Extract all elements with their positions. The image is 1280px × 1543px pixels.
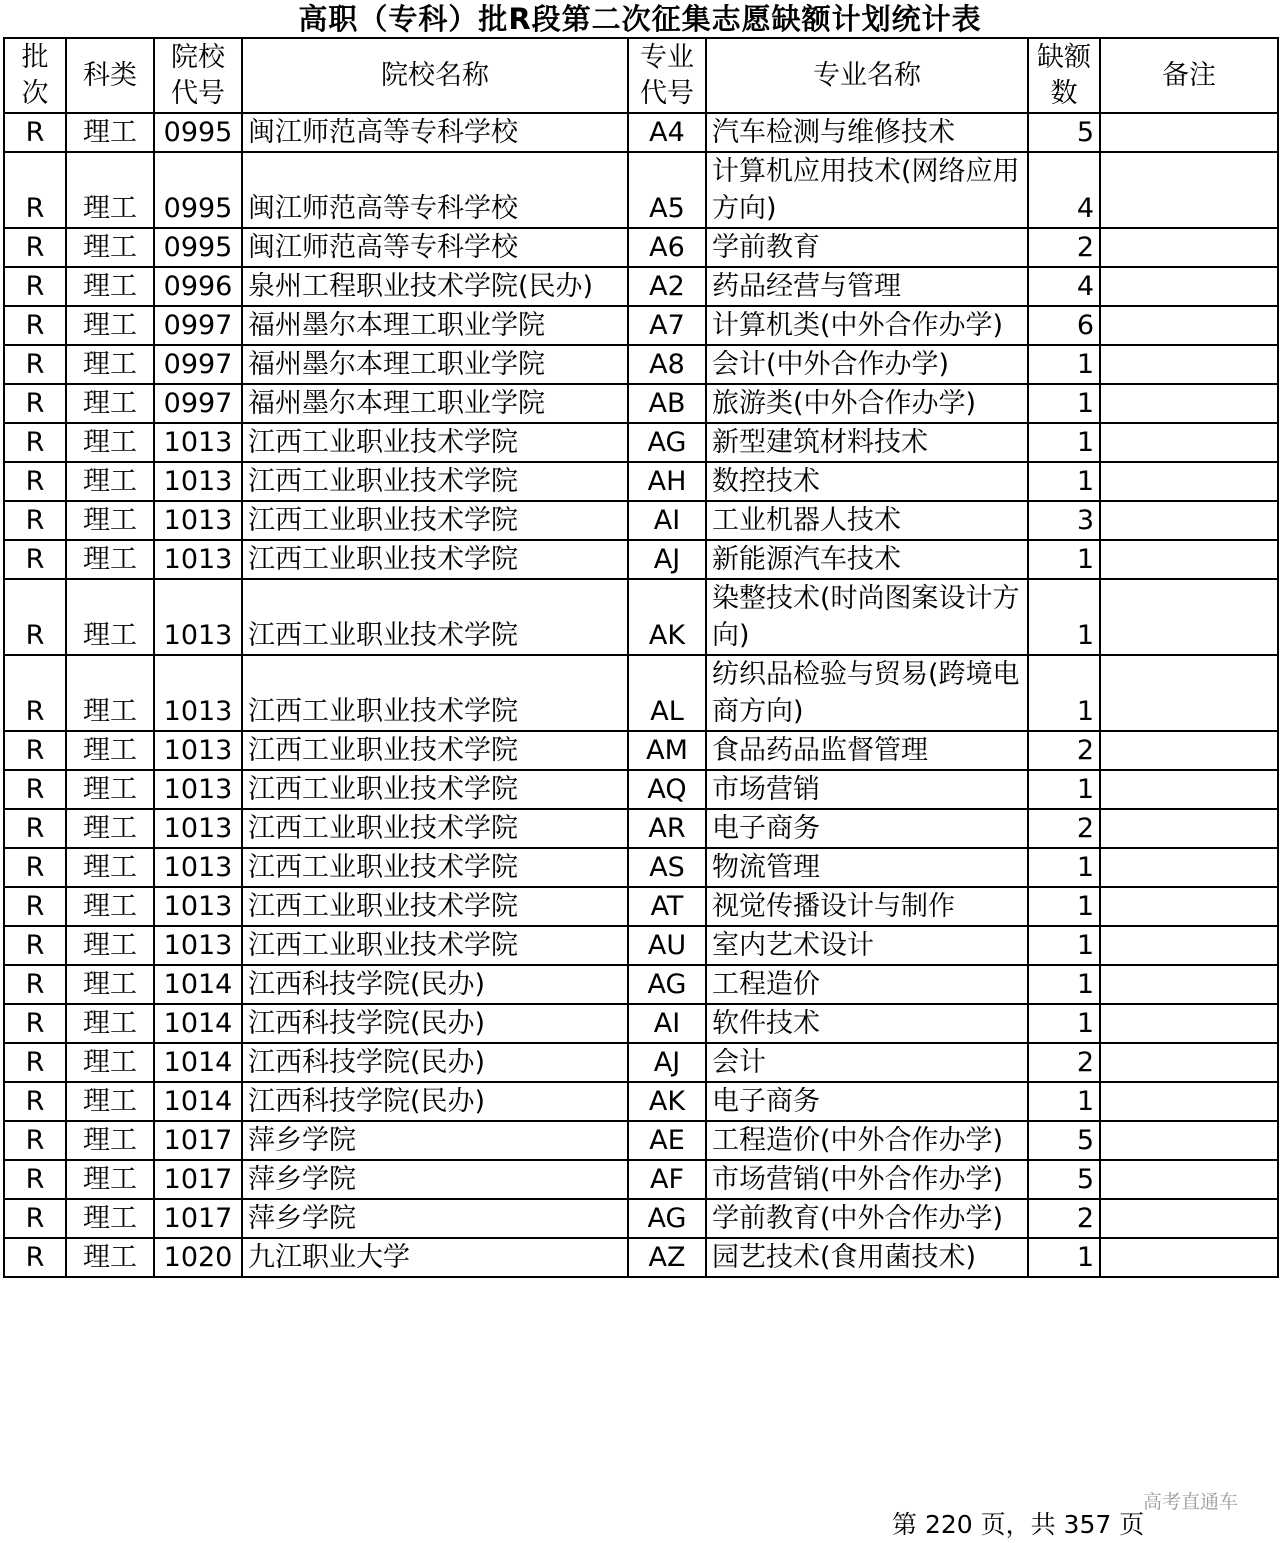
cell-school-name: 江西工业职业技术学院 <box>242 423 628 462</box>
cell-school-code: 1013 <box>154 887 242 926</box>
table-row <box>4 1043 1278 1082</box>
cell-school-name: 江西工业职业技术学院 <box>242 848 628 887</box>
cell-school-code: 1020 <box>154 1238 242 1277</box>
cell-major-code: AG <box>628 1199 706 1238</box>
cell-category: 理工 <box>66 228 154 267</box>
table-row <box>4 1238 1278 1277</box>
cell-category: 理工 <box>66 1043 154 1082</box>
cell-vacancy: 3 <box>1028 501 1100 540</box>
cell-major-name: 染整技术(时尚图案设计方向) <box>706 579 1028 655</box>
table-row <box>4 501 1278 540</box>
cell-school-code: 1013 <box>154 655 242 731</box>
table-row <box>4 152 1278 228</box>
vacancy-table <box>3 37 1279 1278</box>
cell-school-code: 0995 <box>154 152 242 228</box>
cell-remark <box>1100 731 1278 770</box>
table-row <box>4 540 1278 579</box>
cell-vacancy: 6 <box>1028 306 1100 345</box>
col-header-vacancy: 缺额数 <box>1028 38 1100 113</box>
cell-vacancy: 5 <box>1028 1160 1100 1199</box>
cell-school-name: 闽江师范高等专科学校 <box>242 152 628 228</box>
cell-remark <box>1100 345 1278 384</box>
cell-category: 理工 <box>66 1082 154 1121</box>
cell-school-name: 江西科技学院(民办) <box>242 1043 628 1082</box>
cell-school-code: 0997 <box>154 345 242 384</box>
cell-batch: R <box>4 267 66 306</box>
cell-major-name: 市场营销 <box>706 770 1028 809</box>
page-title: 高职（专科）批R段第二次征集志愿缺额计划统计表 <box>298 2 982 36</box>
cell-school-name: 江西科技学院(民办) <box>242 1082 628 1121</box>
cell-vacancy: 2 <box>1028 228 1100 267</box>
cell-school-name: 江西工业职业技术学院 <box>242 887 628 926</box>
cell-major-name: 计算机类(中外合作办学) <box>706 306 1028 345</box>
cell-batch: R <box>4 809 66 848</box>
col-header-school-code: 院校代号 <box>154 38 242 113</box>
cell-major-name: 新能源汽车技术 <box>706 540 1028 579</box>
cell-batch: R <box>4 1004 66 1043</box>
cell-remark <box>1100 540 1278 579</box>
cell-category: 理工 <box>66 462 154 501</box>
cell-remark <box>1100 887 1278 926</box>
cell-remark <box>1100 462 1278 501</box>
table-row <box>4 384 1278 423</box>
cell-category: 理工 <box>66 152 154 228</box>
cell-school-name: 江西科技学院(民办) <box>242 1004 628 1043</box>
cell-school-name: 闽江师范高等专科学校 <box>242 228 628 267</box>
cell-remark <box>1100 306 1278 345</box>
cell-batch: R <box>4 384 66 423</box>
cell-batch: R <box>4 1238 66 1277</box>
table-row <box>4 345 1278 384</box>
cell-school-name: 江西工业职业技术学院 <box>242 655 628 731</box>
cell-major-name: 工程造价(中外合作办学) <box>706 1121 1028 1160</box>
cell-major-name: 电子商务 <box>706 809 1028 848</box>
cell-school-code: 1014 <box>154 1043 242 1082</box>
cell-remark <box>1100 926 1278 965</box>
cell-batch: R <box>4 848 66 887</box>
cell-major-code: AB <box>628 384 706 423</box>
cell-vacancy: 1 <box>1028 1082 1100 1121</box>
cell-school-code: 0996 <box>154 267 242 306</box>
cell-vacancy: 2 <box>1028 1199 1100 1238</box>
cell-remark <box>1100 423 1278 462</box>
cell-batch: R <box>4 655 66 731</box>
cell-school-code: 1013 <box>154 848 242 887</box>
table-row <box>4 926 1278 965</box>
cell-batch: R <box>4 1043 66 1082</box>
cell-major-code: AL <box>628 655 706 731</box>
cell-school-code: 1017 <box>154 1160 242 1199</box>
cell-remark <box>1100 267 1278 306</box>
cell-school-name: 江西工业职业技术学院 <box>242 731 628 770</box>
cell-vacancy: 1 <box>1028 887 1100 926</box>
cell-batch: R <box>4 423 66 462</box>
cell-school-name: 江西工业职业技术学院 <box>242 770 628 809</box>
cell-school-name: 萍乡学院 <box>242 1160 628 1199</box>
cell-school-name: 萍乡学院 <box>242 1199 628 1238</box>
cell-major-name: 数控技术 <box>706 462 1028 501</box>
cell-school-code: 1013 <box>154 770 242 809</box>
table-row <box>4 462 1278 501</box>
cell-batch: R <box>4 152 66 228</box>
cell-batch: R <box>4 306 66 345</box>
cell-major-code: AG <box>628 965 706 1004</box>
cell-category: 理工 <box>66 540 154 579</box>
cell-remark <box>1100 113 1278 152</box>
cell-major-name: 新型建筑材料技术 <box>706 423 1028 462</box>
cell-major-code: AI <box>628 1004 706 1043</box>
cell-remark <box>1100 848 1278 887</box>
cell-vacancy: 5 <box>1028 113 1100 152</box>
cell-batch: R <box>4 965 66 1004</box>
cell-major-code: A2 <box>628 267 706 306</box>
cell-vacancy: 5 <box>1028 1121 1100 1160</box>
cell-remark <box>1100 384 1278 423</box>
cell-category: 理工 <box>66 887 154 926</box>
cell-major-code: A6 <box>628 228 706 267</box>
cell-school-code: 1013 <box>154 540 242 579</box>
header-row <box>4 38 1278 113</box>
cell-category: 理工 <box>66 423 154 462</box>
cell-major-code: AS <box>628 848 706 887</box>
cell-remark <box>1100 965 1278 1004</box>
cell-major-code: AQ <box>628 770 706 809</box>
table-row <box>4 965 1278 1004</box>
cell-batch: R <box>4 887 66 926</box>
cell-batch: R <box>4 1121 66 1160</box>
table-row <box>4 809 1278 848</box>
cell-major-code: AE <box>628 1121 706 1160</box>
cell-remark <box>1100 579 1278 655</box>
cell-major-code: AF <box>628 1160 706 1199</box>
cell-school-name: 江西工业职业技术学院 <box>242 926 628 965</box>
cell-category: 理工 <box>66 1004 154 1043</box>
cell-category: 理工 <box>66 579 154 655</box>
table-row <box>4 579 1278 655</box>
table-row <box>4 1199 1278 1238</box>
table-row <box>4 228 1278 267</box>
cell-major-name: 计算机应用技术(网络应用方向) <box>706 152 1028 228</box>
cell-category: 理工 <box>66 1121 154 1160</box>
cell-vacancy: 1 <box>1028 848 1100 887</box>
cell-major-name: 纺织品检验与贸易(跨境电商方向) <box>706 655 1028 731</box>
cell-vacancy: 4 <box>1028 267 1100 306</box>
cell-batch: R <box>4 113 66 152</box>
cell-major-code: AJ <box>628 540 706 579</box>
cell-major-name: 软件技术 <box>706 1004 1028 1043</box>
cell-major-name: 电子商务 <box>706 1082 1028 1121</box>
cell-vacancy: 2 <box>1028 1043 1100 1082</box>
cell-vacancy: 1 <box>1028 579 1100 655</box>
cell-category: 理工 <box>66 655 154 731</box>
cell-remark <box>1100 501 1278 540</box>
cell-category: 理工 <box>66 306 154 345</box>
cell-major-name: 工程造价 <box>706 965 1028 1004</box>
cell-major-code: A7 <box>628 306 706 345</box>
cell-major-name: 汽车检测与维修技术 <box>706 113 1028 152</box>
cell-school-code: 1013 <box>154 423 242 462</box>
cell-batch: R <box>4 345 66 384</box>
cell-batch: R <box>4 501 66 540</box>
cell-vacancy: 1 <box>1028 345 1100 384</box>
cell-school-name: 江西工业职业技术学院 <box>242 540 628 579</box>
cell-category: 理工 <box>66 926 154 965</box>
col-header-major-name: 专业名称 <box>706 38 1028 113</box>
cell-vacancy: 1 <box>1028 423 1100 462</box>
cell-major-code: AJ <box>628 1043 706 1082</box>
cell-school-name: 萍乡学院 <box>242 1121 628 1160</box>
cell-batch: R <box>4 462 66 501</box>
cell-school-code: 0997 <box>154 306 242 345</box>
cell-school-code: 1013 <box>154 926 242 965</box>
table-row <box>4 1004 1278 1043</box>
watermark: 高考直通车 <box>1143 1491 1239 1513</box>
cell-school-code: 1014 <box>154 1004 242 1043</box>
table-row <box>4 887 1278 926</box>
cell-school-name: 江西科技学院(民办) <box>242 965 628 1004</box>
cell-major-name: 物流管理 <box>706 848 1028 887</box>
cell-category: 理工 <box>66 809 154 848</box>
cell-category: 理工 <box>66 267 154 306</box>
cell-major-code: A5 <box>628 152 706 228</box>
cell-school-name: 福州墨尔本理工职业学院 <box>242 345 628 384</box>
cell-vacancy: 1 <box>1028 1238 1100 1277</box>
cell-batch: R <box>4 228 66 267</box>
table-row <box>4 1160 1278 1199</box>
cell-category: 理工 <box>66 501 154 540</box>
cell-vacancy: 2 <box>1028 731 1100 770</box>
cell-batch: R <box>4 1199 66 1238</box>
cell-remark <box>1100 770 1278 809</box>
cell-vacancy: 1 <box>1028 384 1100 423</box>
cell-category: 理工 <box>66 113 154 152</box>
cell-category: 理工 <box>66 1238 154 1277</box>
table-row <box>4 848 1278 887</box>
cell-major-name: 学前教育 <box>706 228 1028 267</box>
cell-major-name: 工业机器人技术 <box>706 501 1028 540</box>
cell-school-code: 0995 <box>154 228 242 267</box>
col-header-remark: 备注 <box>1100 38 1278 113</box>
cell-remark <box>1100 809 1278 848</box>
table-row <box>4 770 1278 809</box>
cell-school-name: 江西工业职业技术学院 <box>242 809 628 848</box>
cell-school-code: 1013 <box>154 462 242 501</box>
cell-school-code: 1013 <box>154 501 242 540</box>
cell-school-code: 1013 <box>154 809 242 848</box>
cell-major-code: AU <box>628 926 706 965</box>
cell-vacancy: 1 <box>1028 540 1100 579</box>
cell-category: 理工 <box>66 1199 154 1238</box>
cell-category: 理工 <box>66 731 154 770</box>
cell-major-code: AK <box>628 1082 706 1121</box>
cell-school-code: 0995 <box>154 113 242 152</box>
cell-major-name: 食品药品监督管理 <box>706 731 1028 770</box>
cell-batch: R <box>4 926 66 965</box>
cell-major-name: 旅游类(中外合作办学) <box>706 384 1028 423</box>
cell-vacancy: 4 <box>1028 152 1100 228</box>
cell-category: 理工 <box>66 848 154 887</box>
table-row <box>4 113 1278 152</box>
page-footer: 第 220 页，共 357 页 <box>892 1510 1145 1539</box>
cell-school-name: 江西工业职业技术学院 <box>242 579 628 655</box>
cell-major-name: 会计 <box>706 1043 1028 1082</box>
cell-school-name: 福州墨尔本理工职业学院 <box>242 384 628 423</box>
cell-school-code: 0997 <box>154 384 242 423</box>
cell-school-code: 1017 <box>154 1199 242 1238</box>
cell-batch: R <box>4 1160 66 1199</box>
cell-remark <box>1100 228 1278 267</box>
cell-major-name: 视觉传播设计与制作 <box>706 887 1028 926</box>
table-body <box>4 113 1278 1277</box>
cell-remark <box>1100 655 1278 731</box>
cell-major-code: AM <box>628 731 706 770</box>
cell-major-code: AH <box>628 462 706 501</box>
cell-vacancy: 1 <box>1028 1004 1100 1043</box>
cell-major-name: 药品经营与管理 <box>706 267 1028 306</box>
cell-school-code: 1013 <box>154 579 242 655</box>
cell-vacancy: 1 <box>1028 462 1100 501</box>
cell-school-name: 福州墨尔本理工职业学院 <box>242 306 628 345</box>
cell-category: 理工 <box>66 384 154 423</box>
cell-vacancy: 1 <box>1028 926 1100 965</box>
cell-school-code: 1014 <box>154 965 242 1004</box>
cell-school-name: 泉州工程职业技术学院(民办) <box>242 267 628 306</box>
table-row <box>4 655 1278 731</box>
table-row <box>4 731 1278 770</box>
cell-major-code: A8 <box>628 345 706 384</box>
cell-remark <box>1100 1004 1278 1043</box>
cell-remark <box>1100 152 1278 228</box>
cell-remark <box>1100 1082 1278 1121</box>
cell-batch: R <box>4 1082 66 1121</box>
col-header-major-code: 专业代号 <box>628 38 706 113</box>
cell-school-name: 江西工业职业技术学院 <box>242 501 628 540</box>
table-row <box>4 267 1278 306</box>
table-row <box>4 1082 1278 1121</box>
cell-school-name: 九江职业大学 <box>242 1238 628 1277</box>
table-row <box>4 423 1278 462</box>
cell-remark <box>1100 1043 1278 1082</box>
cell-school-code: 1014 <box>154 1082 242 1121</box>
cell-vacancy: 2 <box>1028 809 1100 848</box>
table-row <box>4 1121 1278 1160</box>
cell-major-name: 会计(中外合作办学) <box>706 345 1028 384</box>
cell-major-code: AT <box>628 887 706 926</box>
cell-major-name: 市场营销(中外合作办学) <box>706 1160 1028 1199</box>
table-row <box>4 306 1278 345</box>
cell-vacancy: 1 <box>1028 770 1100 809</box>
cell-major-name: 室内艺术设计 <box>706 926 1028 965</box>
cell-batch: R <box>4 770 66 809</box>
cell-school-code: 1013 <box>154 731 242 770</box>
cell-major-code: AZ <box>628 1238 706 1277</box>
cell-remark <box>1100 1121 1278 1160</box>
cell-remark <box>1100 1238 1278 1277</box>
cell-category: 理工 <box>66 1160 154 1199</box>
col-header-category: 科类 <box>66 38 154 113</box>
cell-vacancy: 1 <box>1028 655 1100 731</box>
cell-major-code: AR <box>628 809 706 848</box>
col-header-school-name: 院校名称 <box>242 38 628 113</box>
cell-major-name: 学前教育(中外合作办学) <box>706 1199 1028 1238</box>
cell-category: 理工 <box>66 965 154 1004</box>
cell-major-name: 园艺技术(食用菌技术) <box>706 1238 1028 1277</box>
cell-category: 理工 <box>66 345 154 384</box>
cell-batch: R <box>4 731 66 770</box>
cell-category: 理工 <box>66 770 154 809</box>
cell-remark <box>1100 1199 1278 1238</box>
cell-vacancy: 1 <box>1028 965 1100 1004</box>
cell-batch: R <box>4 579 66 655</box>
cell-major-code: AI <box>628 501 706 540</box>
cell-major-code: AK <box>628 579 706 655</box>
cell-batch: R <box>4 540 66 579</box>
cell-school-name: 江西工业职业技术学院 <box>242 462 628 501</box>
cell-major-code: AG <box>628 423 706 462</box>
cell-major-code: A4 <box>628 113 706 152</box>
col-header-batch: 批次 <box>4 38 66 113</box>
cell-school-name: 闽江师范高等专科学校 <box>242 113 628 152</box>
cell-school-code: 1017 <box>154 1121 242 1160</box>
cell-remark <box>1100 1160 1278 1199</box>
